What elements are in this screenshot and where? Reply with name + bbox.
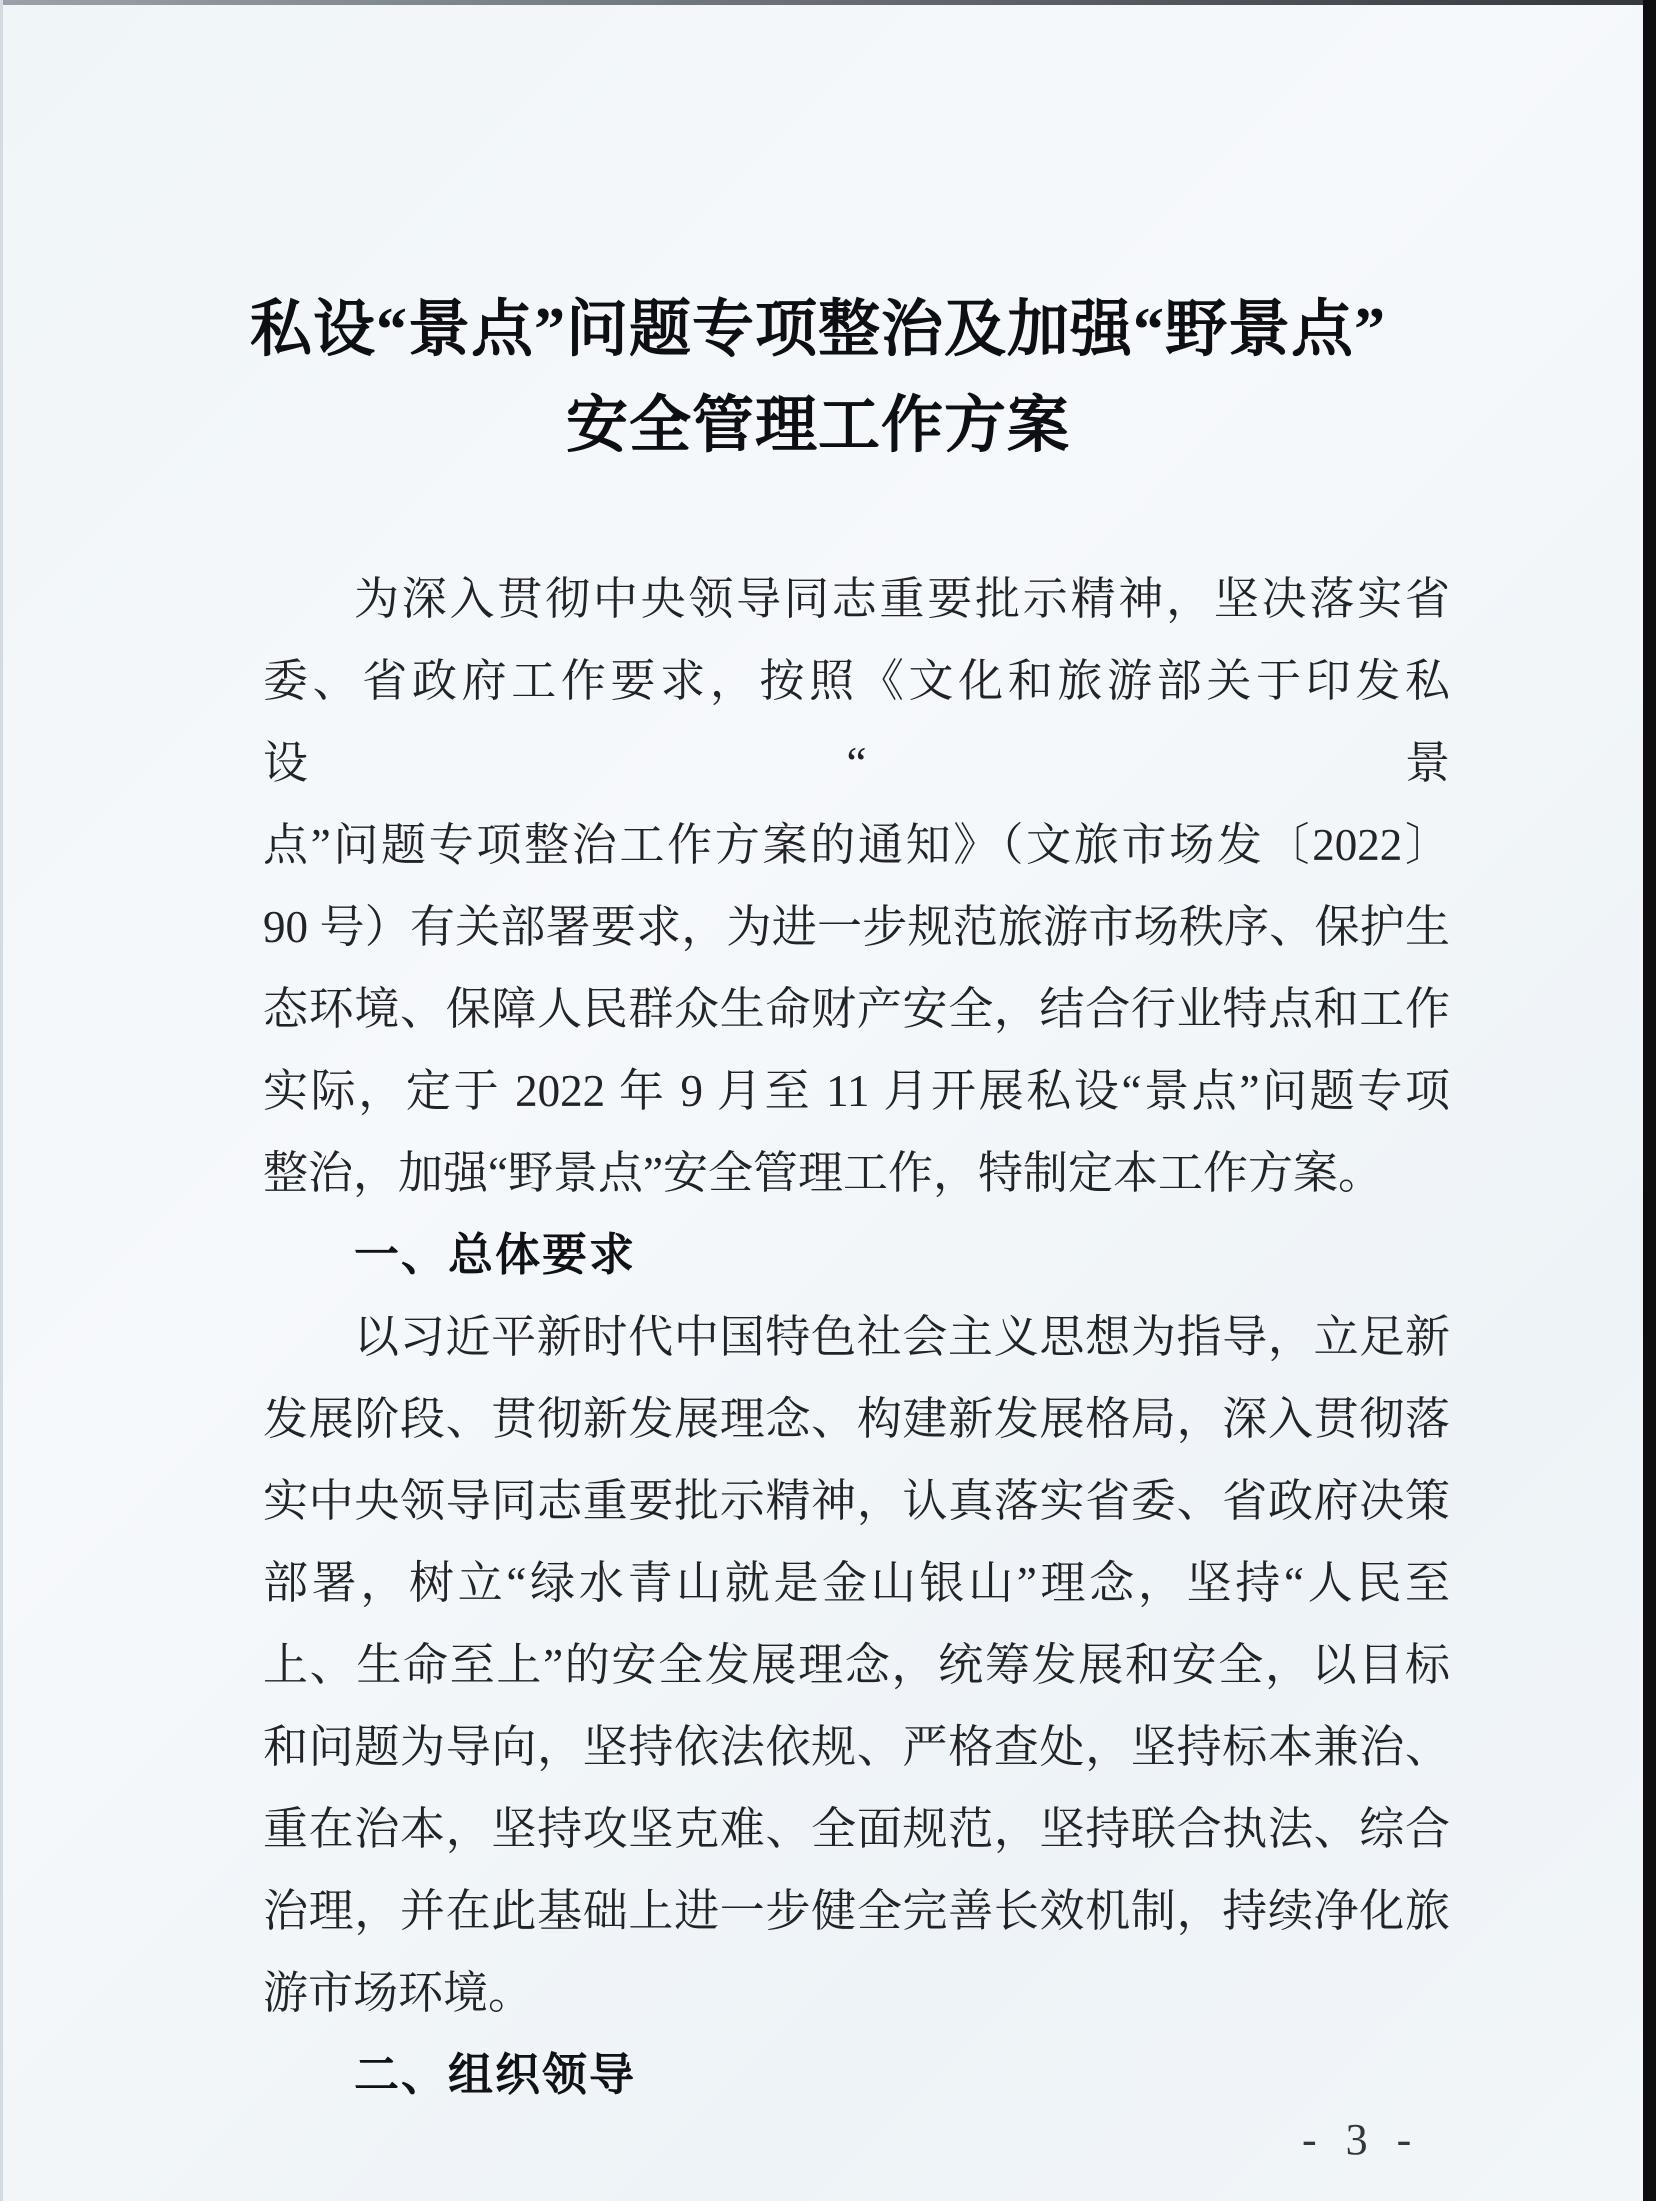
page-number: - 3 - bbox=[1302, 2115, 1421, 2164]
text-line: 点”问题专项整治工作方案的通知》（文旅市场发〔2022〕 bbox=[263, 820, 1450, 870]
scan-edge-left bbox=[0, 0, 3, 2201]
text-line: 实际，定于 2022 年 9 月至 11 月开展私设“景点”问题专项 bbox=[263, 1066, 1450, 1116]
text-line: 90 号）有关部署要求，为进一步规范旅游市场秩序、保护生 bbox=[263, 902, 1450, 952]
paragraph-intro bbox=[263, 558, 1450, 1214]
text-line: 和问题为导向，坚持依法依规、严格查处，坚持标本兼治、 bbox=[263, 1722, 1450, 1772]
scan-edge-right bbox=[1643, 0, 1656, 2201]
scan-edge-top bbox=[0, 0, 1656, 5]
text-line: 游市场环境。 bbox=[263, 1968, 534, 2018]
text-line: 整治，加强“野景点”安全管理工作，特制定本工作方案。 bbox=[263, 1148, 1383, 1198]
paragraph-overall-requirements bbox=[263, 1296, 1450, 2034]
text-line: 以习近平新时代中国特色社会主义思想为指导，立足新 bbox=[354, 1312, 1450, 1362]
text-line: 态环境、保障人民群众生命财产安全，结合行业特点和工作 bbox=[263, 984, 1450, 1034]
text-line: 发展阶段、贯彻新发展理念、构建新发展格局，深入贯彻落 bbox=[263, 1394, 1450, 1444]
title-line-2: 安全管理工作方案 bbox=[565, 392, 1070, 460]
text-line: 治理，并在此基础上进一步健全完善长效机制，持续净化旅 bbox=[263, 1886, 1450, 1936]
text-line: 上、生命至上”的安全发展理念，统筹发展和安全，以目标 bbox=[263, 1640, 1450, 1690]
title-line-1: 私设“景点”问题专项整治及加强“野景点” bbox=[249, 296, 1386, 364]
text-line: 重在治本，坚持攻坚克难、全面规范，坚持联合执法、综合 bbox=[263, 1804, 1450, 1854]
text-line: 实中央领导同志重要批示精神，认真落实省委、省政府决策 bbox=[263, 1476, 1450, 1526]
text-line: 委、省政府工作要求，按照《文化和旅游部关于印发私设“景 bbox=[263, 656, 1450, 788]
document-title bbox=[110, 282, 1526, 474]
section-heading-overall-requirements: 一、总体要求 bbox=[354, 1229, 637, 1280]
section-heading-organization-leadership: 二、组织领导 bbox=[354, 2049, 637, 2100]
document-body bbox=[263, 558, 1450, 2116]
text-line: 为深入贯彻中央领导同志重要批示精神，坚决落实省 bbox=[354, 574, 1450, 624]
text-line: 部署，树立“绿水青山就是金山银山”理念，坚持“人民至 bbox=[263, 1558, 1450, 1608]
